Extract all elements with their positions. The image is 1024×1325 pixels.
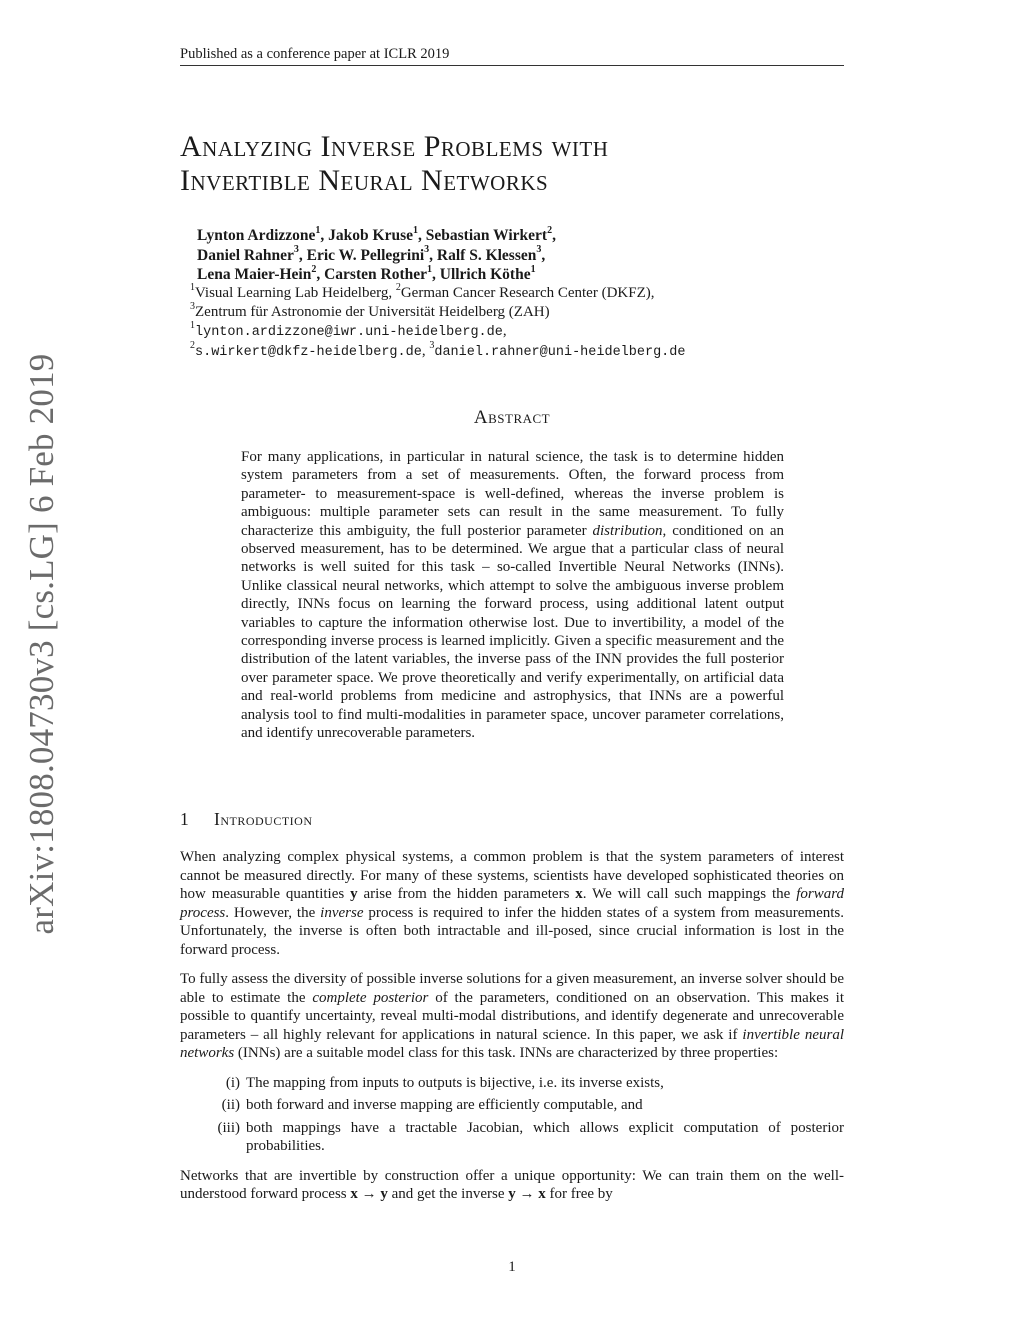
author-name: Lena Maier-Hein bbox=[197, 266, 312, 283]
list-text: The mapping from inputs to outputs is bijective, i.e. its inverse exists, bbox=[246, 1074, 664, 1091]
math-symbol: x bbox=[538, 1186, 546, 1202]
body-text: Networks that are invertible by construction offer a unique opportunity: We can train them on the well-understood forward process bbox=[180, 1167, 844, 1202]
math-symbol: x bbox=[575, 886, 583, 902]
page-number: 1 bbox=[508, 1259, 516, 1275]
paper-title bbox=[180, 130, 844, 198]
abstract-text: , conditioned on an observed measurement, has to be determined. We argue that a particular class of neural networks is well suited for this task – so-called Invertible Neural Networks (INNs). Unlike classical neural networks, which attempt to solve the ambiguous inverse problem directly, INNs focus on learning the forward process, using additional latent output variables to capture the information otherwise lost. Due to invertibility, a model of the corresponding inverse process is learned implicitly. Given a specific measurement and the distribution of the latent variables, the inverse pass of the INN provides the full posterior over parameter space. We prove theoretically and verify experimentally, on artificial data and real-world problems from medicine and astrophysics, that INNs are a powerful analysis tool to find multi-modalities in parameter space, uncover parameter correlations, and identify unrecoverable parameters. bbox=[241, 522, 784, 742]
author-name: Daniel Rahner bbox=[197, 246, 294, 264]
author-separator: , bbox=[541, 246, 546, 264]
introduction-body bbox=[180, 848, 844, 1215]
body-text: and get the inverse bbox=[387, 1186, 509, 1202]
email-line-1 bbox=[190, 322, 686, 342]
affiliation-line-2 bbox=[190, 303, 686, 322]
list-text: both forward and inverse mapping are efficiently computable, and bbox=[246, 1097, 643, 1113]
author-affil-mark: 1 bbox=[413, 224, 419, 236]
math-symbol: y bbox=[380, 1186, 388, 1202]
title-line-1: Analyzing Inverse Problems with bbox=[180, 130, 609, 163]
intro-paragraph-2 bbox=[180, 970, 844, 1063]
affiliations bbox=[190, 284, 686, 362]
title-line-2: Invertible Neural Networks bbox=[180, 164, 549, 197]
abstract-body bbox=[241, 448, 784, 743]
affiliation-text: Zentrum für Astronomie der Universität Heidelberg (ZAH) bbox=[195, 304, 550, 320]
arrow-symbol: → bbox=[357, 1186, 381, 1202]
author-line-2 bbox=[197, 246, 556, 266]
author-name: Lynton Ardizzone bbox=[197, 227, 316, 244]
running-header: Published as a conference paper at ICLR 2019 bbox=[180, 46, 450, 62]
emphasis-text: invertible neural networks bbox=[180, 1026, 844, 1061]
author-affil-mark: 2 bbox=[547, 224, 553, 236]
email-line-2 bbox=[190, 342, 686, 362]
author-separator: , bbox=[320, 227, 329, 244]
list-marker: (i) bbox=[225, 1074, 240, 1091]
body-text: To fully assess the diversity of possible inverse solutions for a given measurement, an inverse solver should be able to estimate the bbox=[180, 971, 844, 1006]
author-affil-mark: 1 bbox=[427, 263, 432, 275]
author-separator: , bbox=[432, 266, 440, 283]
abstract-text: For many applications, in particular in natural science, the task is to determine hidden system parameters from a set of measurements. Often, the forward process from parameter- to measurement-space is well-defined, whereas the inverse problem is ambiguous: multiple parameter sets can result in the same measurement. To fully characterize this ambiguity, the full posterior parameter bbox=[241, 449, 784, 539]
author-name: Sebastian Wirkert bbox=[425, 227, 548, 244]
email-separator: , bbox=[421, 343, 430, 359]
body-text: When analyzing complex physical systems, a common problem is that the system parameters of interest cannot be measured directly. For many of these systems, scientists have developed sophisticated theories on how measurable quantities bbox=[180, 849, 844, 902]
affiliation-line-1 bbox=[190, 284, 686, 303]
author-name: Ullrich Köthe bbox=[439, 266, 531, 283]
intro-paragraph-1 bbox=[180, 848, 844, 959]
email-separator: , bbox=[502, 323, 507, 339]
math-symbol: x bbox=[350, 1186, 358, 1202]
author-name: Eric W. Pellegrini bbox=[306, 246, 425, 264]
affiliation-text: German Cancer Research Center (DKFZ), bbox=[400, 285, 655, 301]
author-separator: , bbox=[552, 227, 556, 244]
author-affil-mark: 2 bbox=[311, 263, 317, 275]
abstract-emphasis: distribution bbox=[592, 522, 663, 539]
author-affil-mark: 1 bbox=[315, 224, 321, 236]
body-text: (INNs) are a suitable model class for this task. INNs are characterized by three properties: bbox=[234, 1045, 779, 1061]
author-name: Carsten Rother bbox=[324, 266, 427, 283]
affil-mark: 1 bbox=[190, 320, 195, 331]
body-text: of the parameters, conditioned on an observation. This makes it possible to quantify uncertainty, reveal multi-modal distributions, and identify degenerate and unrecoverable parameters – all highly relevant for applications in natural science. In this paper, we ask if bbox=[180, 989, 844, 1043]
property-list bbox=[180, 1074, 844, 1156]
author-name: Jakob Kruse bbox=[328, 227, 414, 244]
author-separator: , bbox=[316, 266, 325, 283]
abstract-heading: Abstract bbox=[473, 407, 551, 428]
list-item bbox=[180, 1074, 844, 1093]
arrow-symbol: → bbox=[515, 1186, 539, 1202]
email-address[interactable]: lynton.ardizzone@iwr.uni-heidelberg.de bbox=[195, 325, 503, 340]
header-rule bbox=[180, 65, 844, 66]
math-symbol: y bbox=[350, 886, 358, 902]
section-heading-introduction bbox=[180, 808, 313, 830]
body-text: . We will call such mappings the bbox=[582, 886, 797, 902]
email-address[interactable]: daniel.rahner@uni-heidelberg.de bbox=[434, 345, 686, 360]
arxiv-identifier: arXiv:1808.04730v3 [cs.LG] 6 Feb 2019 bbox=[22, 353, 61, 935]
author-line-3 bbox=[197, 265, 556, 285]
author-separator: , bbox=[429, 246, 437, 264]
list-text: both mappings have a tractable Jacobian, which allows explicit computation of posterior probabilities. bbox=[246, 1119, 844, 1154]
intro-paragraph-3 bbox=[180, 1167, 844, 1204]
affil-mark: 2 bbox=[190, 340, 195, 351]
emphasis-text: forward process bbox=[180, 886, 844, 921]
emphasis-text: complete posterior bbox=[312, 989, 429, 1006]
emphasis-text: inverse bbox=[320, 904, 364, 921]
list-item bbox=[180, 1096, 844, 1115]
author-affil-mark: 1 bbox=[530, 263, 536, 275]
author-affil-mark: 3 bbox=[424, 244, 430, 256]
author-affil-mark: 3 bbox=[536, 244, 542, 256]
author-line-1 bbox=[197, 226, 556, 246]
body-text: for free by bbox=[545, 1186, 613, 1202]
author-affil-mark: 3 bbox=[293, 244, 299, 256]
author-separator: , bbox=[418, 227, 426, 244]
math-symbol: y bbox=[508, 1186, 516, 1202]
author-name: Ralf S. Klessen bbox=[436, 246, 537, 264]
email-address[interactable]: s.wirkert@dkfz-heidelberg.de bbox=[195, 345, 422, 360]
body-text: arise from the hidden parameters bbox=[357, 886, 576, 902]
affil-mark: 3 bbox=[429, 340, 435, 351]
affil-mark: 2 bbox=[395, 282, 401, 293]
arxiv-sidebar bbox=[14, 353, 70, 935]
abstract-paragraph bbox=[241, 448, 784, 743]
body-text: process is required to infer the hidden states of a system from measurements. Unfortunately, the inverse is often both intractable and ill-posed, since crucial information is lost in the forward process. bbox=[180, 904, 845, 958]
list-marker: (iii) bbox=[217, 1119, 240, 1136]
list-item bbox=[180, 1119, 844, 1156]
author-separator: , bbox=[298, 246, 307, 264]
section-title: Introduction bbox=[214, 809, 313, 829]
affiliation-text: Visual Learning Lab Heidelberg, bbox=[195, 285, 396, 301]
list-marker: (ii) bbox=[221, 1097, 240, 1113]
affil-mark: 1 bbox=[190, 282, 195, 293]
author-list bbox=[197, 226, 556, 285]
section-number: 1 bbox=[180, 809, 190, 829]
affil-mark: 3 bbox=[190, 301, 195, 312]
body-text: . However, the bbox=[225, 904, 321, 921]
